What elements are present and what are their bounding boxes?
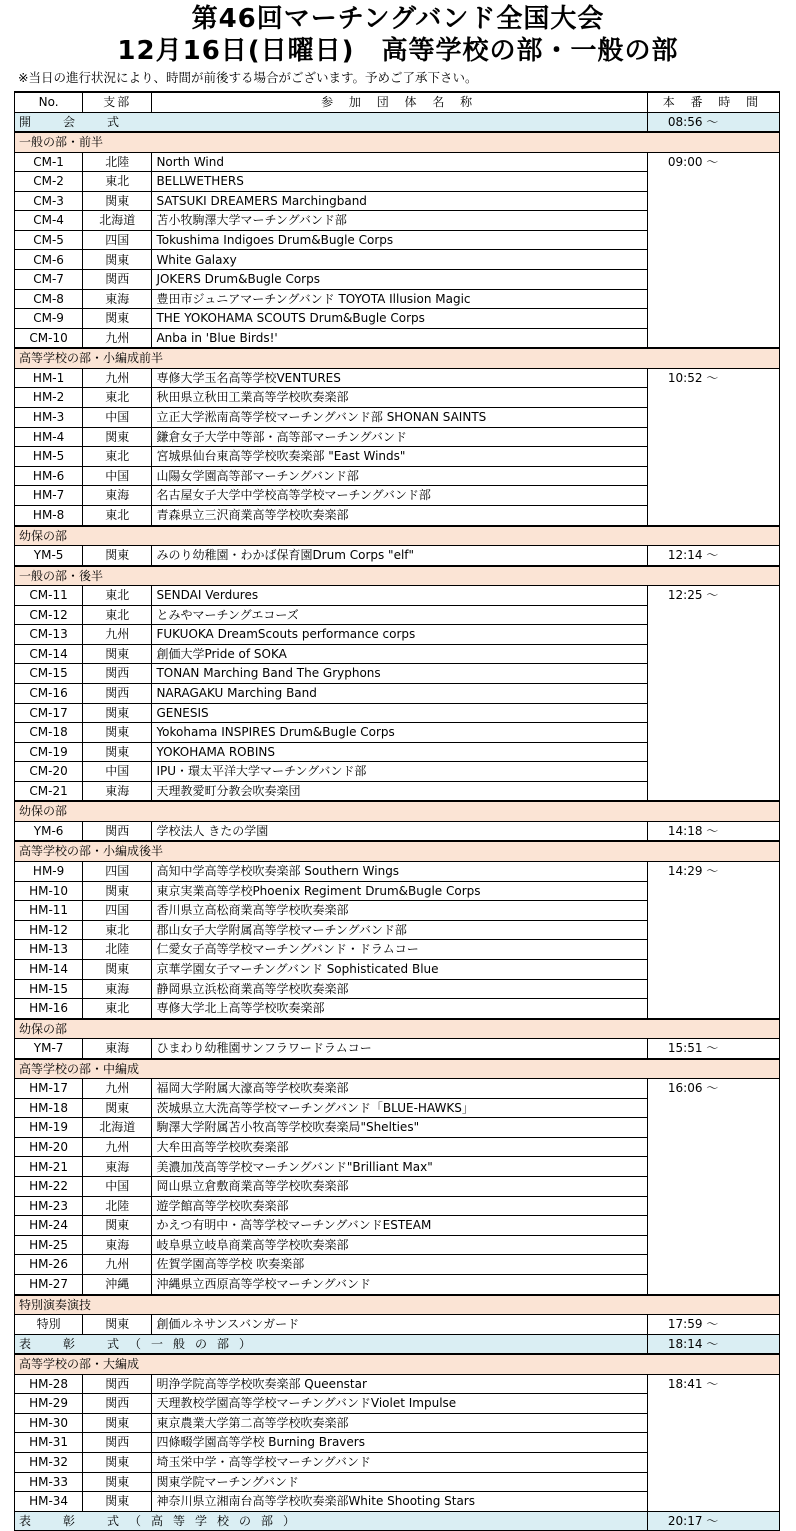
entry-no: CM-1 bbox=[15, 152, 83, 172]
section-label: 高等学校の部・小編成前半 bbox=[15, 348, 780, 368]
entry-no: HM-14 bbox=[15, 959, 83, 979]
section-header-row bbox=[15, 526, 780, 546]
entry-branch: 東北 bbox=[83, 388, 152, 408]
entry-name: とみやマーチングエコーズ bbox=[152, 605, 647, 625]
entry-no: HM-3 bbox=[15, 408, 83, 428]
entry-name: 高知中学高等学校吹奏楽部 Southern Wings bbox=[152, 861, 647, 881]
entry-name: White Galaxy bbox=[152, 250, 647, 270]
entry-branch: 関東 bbox=[83, 742, 152, 762]
entry-name: 岐阜県立岐阜商業高等学校吹奏楽部 bbox=[152, 1235, 647, 1255]
entry-branch: 北陸 bbox=[83, 940, 152, 960]
section-label: 幼保の部 bbox=[15, 1019, 780, 1039]
entry-branch: 東海 bbox=[83, 1235, 152, 1255]
entry-branch: 中国 bbox=[83, 466, 152, 486]
entry-branch: 東北 bbox=[83, 920, 152, 940]
table-row bbox=[15, 861, 780, 881]
header-no: No. bbox=[15, 92, 83, 112]
entry-name: 創価大学Pride of SOKA bbox=[152, 644, 647, 664]
entry-branch: 関東 bbox=[83, 644, 152, 664]
entry-no: HM-24 bbox=[15, 1216, 83, 1236]
entry-no: HM-18 bbox=[15, 1098, 83, 1118]
entry-no: CM-7 bbox=[15, 270, 83, 290]
section-label: 高等学校の部・小編成後半 bbox=[15, 841, 780, 861]
entry-name: 鎌倉女子大学中等部・高等部マーチングバンド bbox=[152, 427, 647, 447]
section-label: 一般の部・前半 bbox=[15, 132, 780, 152]
entry-branch: 北海道 bbox=[83, 1118, 152, 1138]
entry-name: 沖縄県立西原高等学校マーチングバンド bbox=[152, 1275, 647, 1295]
entry-branch: 東北 bbox=[83, 447, 152, 467]
entry-time: 16:06 ～ bbox=[647, 1079, 779, 1295]
entry-name: 埼玉栄中学・高等学校マーチングバンド bbox=[152, 1453, 647, 1473]
entry-no: HM-5 bbox=[15, 447, 83, 467]
entry-branch: 関東 bbox=[83, 881, 152, 901]
entry-no: CM-19 bbox=[15, 742, 83, 762]
ceremony-label: 表 彰 式（一般の部） bbox=[15, 1334, 648, 1354]
entry-name: Yokohama INSPIRES Drum&Bugle Corps bbox=[152, 723, 647, 743]
entry-no: HM-16 bbox=[15, 999, 83, 1019]
entry-no: HM-31 bbox=[15, 1433, 83, 1453]
ceremony-row bbox=[15, 1334, 780, 1354]
ceremony-label: 表 彰 式（高等学校の部） bbox=[15, 1511, 648, 1531]
ceremony-row bbox=[15, 112, 780, 132]
entry-name: かえつ有明中・高等学校マーチングバンドESTEAM bbox=[152, 1216, 647, 1236]
entry-name: IPU・環太平洋大学マーチングバンド部 bbox=[152, 762, 647, 782]
entry-no: CM-11 bbox=[15, 586, 83, 606]
entry-name: JOKERS Drum&Bugle Corps bbox=[152, 270, 647, 290]
entry-no: HM-8 bbox=[15, 506, 83, 526]
entry-time: 12:14 ～ bbox=[647, 546, 779, 566]
entry-name: 遊学館高等学校吹奏楽部 bbox=[152, 1196, 647, 1216]
entry-no: HM-11 bbox=[15, 901, 83, 921]
entry-name: 苫小牧駒澤大学マーチングバンド部 bbox=[152, 211, 647, 231]
entry-branch: 東北 bbox=[83, 172, 152, 192]
entry-branch: 東北 bbox=[83, 586, 152, 606]
entry-name: THE YOKOHAMA SCOUTS Drum&Bugle Corps bbox=[152, 309, 647, 329]
page-title: 第46回マーチングバンド全国大会 bbox=[191, 4, 605, 34]
entry-name: 美濃加茂高等学校マーチングバンド"Brilliant Max" bbox=[152, 1157, 647, 1177]
entry-branch: 関東 bbox=[83, 723, 152, 743]
entry-branch: 九州 bbox=[83, 625, 152, 645]
entry-name: 静岡県立浜松商業高等学校吹奏楽部 bbox=[152, 979, 647, 999]
entry-no: CM-3 bbox=[15, 191, 83, 211]
entry-no: HM-34 bbox=[15, 1492, 83, 1512]
entry-name: GENESIS bbox=[152, 703, 647, 723]
entry-name: 駒澤大学附属苫小牧高等学校吹奏楽局"Shelties" bbox=[152, 1118, 647, 1138]
entry-no: CM-16 bbox=[15, 683, 83, 703]
entry-branch: 中国 bbox=[83, 1177, 152, 1197]
section-label: 幼保の部 bbox=[15, 526, 780, 546]
entry-no: CM-6 bbox=[15, 250, 83, 270]
entry-name: FUKUOKA DreamScouts performance corps bbox=[152, 625, 647, 645]
header-name: 参 加 団 体 名 称 bbox=[152, 92, 647, 112]
entry-name: 学校法人 きたの学園 bbox=[152, 821, 647, 841]
entry-branch: 関西 bbox=[83, 270, 152, 290]
header-branch: 支部 bbox=[83, 92, 152, 112]
table-row bbox=[15, 546, 780, 566]
entry-no: CM-17 bbox=[15, 703, 83, 723]
entry-branch: 関西 bbox=[83, 821, 152, 841]
entry-name: 東京実業高等学校Phoenix Regiment Drum&Bugle Corps bbox=[152, 881, 647, 901]
section-label: 高等学校の部・中編成 bbox=[15, 1059, 780, 1079]
entry-no: CM-10 bbox=[15, 328, 83, 348]
entry-branch: 関東 bbox=[83, 546, 152, 566]
entry-no: HM-20 bbox=[15, 1137, 83, 1157]
entry-branch: 東海 bbox=[83, 979, 152, 999]
section-label: 幼保の部 bbox=[15, 801, 780, 821]
entry-name: 天理教愛町分教会吹奏楽団 bbox=[152, 781, 647, 801]
entry-name: 創価ルネサンスバンガード bbox=[152, 1315, 647, 1335]
entry-no: CM-20 bbox=[15, 762, 83, 782]
section-header-row bbox=[15, 841, 780, 861]
entry-branch: 東北 bbox=[83, 605, 152, 625]
entry-no: HM-26 bbox=[15, 1255, 83, 1275]
entry-name: 青森県立三沢商業高等学校吹奏楽部 bbox=[152, 506, 647, 526]
entry-name: 神奈川県立湘南台高等学校吹奏楽部White Shooting Stars bbox=[152, 1492, 647, 1512]
header-time: 本 番 時 間 bbox=[647, 92, 779, 112]
entry-name: 天理教校学園高等学校マーチングバンドViolet Impulse bbox=[152, 1394, 647, 1414]
entry-branch: 北陸 bbox=[83, 1196, 152, 1216]
entry-name: 大牟田高等学校吹奏楽部 bbox=[152, 1137, 647, 1157]
entry-branch: 東北 bbox=[83, 999, 152, 1019]
entry-branch: 関東 bbox=[83, 250, 152, 270]
entry-branch: 関西 bbox=[83, 1394, 152, 1414]
entry-branch: 東海 bbox=[83, 486, 152, 506]
entry-no: HM-12 bbox=[15, 920, 83, 940]
entry-no: CM-13 bbox=[15, 625, 83, 645]
entry-no: CM-14 bbox=[15, 644, 83, 664]
entry-no: CM-9 bbox=[15, 309, 83, 329]
entry-name: 豊田市ジュニアマーチングバンド TOYOTA Illusion Magic bbox=[152, 289, 647, 309]
entry-no: HM-10 bbox=[15, 881, 83, 901]
ceremony-row bbox=[15, 1511, 780, 1531]
entry-branch: 九州 bbox=[83, 1137, 152, 1157]
entry-name: 宮城県仙台東高等学校吹奏楽部 "East Winds" bbox=[152, 447, 647, 467]
entry-no: CM-5 bbox=[15, 230, 83, 250]
entry-no: HM-19 bbox=[15, 1118, 83, 1138]
page-subtitle: 12月16日(日曜日) 高等学校の部・一般の部 bbox=[117, 36, 679, 66]
entry-branch: 東北 bbox=[83, 506, 152, 526]
entry-name: 福岡大学附属大濠高等学校吹奏楽部 bbox=[152, 1079, 647, 1099]
entry-branch: 関東 bbox=[83, 703, 152, 723]
table-row bbox=[15, 1315, 780, 1335]
schedule-body bbox=[15, 112, 780, 1531]
entry-name: 京華学園女子マーチングバンド Sophisticated Blue bbox=[152, 959, 647, 979]
entry-no: HM-23 bbox=[15, 1196, 83, 1216]
entry-name: ひまわり幼稚園サンフラワードラムコー bbox=[152, 1039, 647, 1059]
entry-name: 四條畷学園高等学校 Burning Bravers bbox=[152, 1433, 647, 1453]
entry-name: 山陽女学園高等部マーチングバンド部 bbox=[152, 466, 647, 486]
entry-no: HM-29 bbox=[15, 1394, 83, 1414]
entry-no: HM-17 bbox=[15, 1079, 83, 1099]
entry-no: CM-4 bbox=[15, 211, 83, 231]
entry-no: HM-22 bbox=[15, 1177, 83, 1197]
table-row bbox=[15, 368, 780, 388]
entry-no: HM-4 bbox=[15, 427, 83, 447]
entry-name: North Wind bbox=[152, 152, 647, 172]
entry-no: HM-33 bbox=[15, 1472, 83, 1492]
entry-name: 秋田県立秋田工業高等学校吹奏楽部 bbox=[152, 388, 647, 408]
entry-no: CM-21 bbox=[15, 781, 83, 801]
section-header-row bbox=[15, 1059, 780, 1079]
entry-branch: 関西 bbox=[83, 664, 152, 684]
section-header-row bbox=[15, 348, 780, 368]
entry-branch: 四国 bbox=[83, 901, 152, 921]
section-header-row bbox=[15, 132, 780, 152]
section-label: 高等学校の部・大編成 bbox=[15, 1354, 780, 1374]
section-header-row bbox=[15, 801, 780, 821]
ceremony-time: 18:14 ～ bbox=[647, 1334, 779, 1354]
entry-no: CM-18 bbox=[15, 723, 83, 743]
entry-branch: 関東 bbox=[83, 1315, 152, 1335]
entry-branch: 関東 bbox=[83, 309, 152, 329]
entry-branch: 東海 bbox=[83, 289, 152, 309]
entry-name: 専修大学玉名高等学校VENTURES bbox=[152, 368, 647, 388]
entry-branch: 四国 bbox=[83, 230, 152, 250]
entry-name: 東京農業大学第二高等学校吹奏楽部 bbox=[152, 1413, 647, 1433]
section-header-row bbox=[15, 1295, 780, 1315]
entry-name: 立正大学淞南高等学校マーチングバンド部 SHONAN SAINTS bbox=[152, 408, 647, 428]
entry-branch: 関東 bbox=[83, 1216, 152, 1236]
entry-name: NARAGAKU Marching Band bbox=[152, 683, 647, 703]
entry-name: 仁愛女子高等学校マーチングバンド・ドラムコー bbox=[152, 940, 647, 960]
entry-branch: 関東 bbox=[83, 1492, 152, 1512]
header-row bbox=[15, 92, 780, 112]
section-label: 一般の部・後半 bbox=[15, 566, 780, 586]
entry-name: BELLWETHERS bbox=[152, 172, 647, 192]
entry-time: 09:00 ～ bbox=[647, 152, 779, 348]
entry-name: 佐賀学園高等学校 吹奏楽部 bbox=[152, 1255, 647, 1275]
entry-no: YM-6 bbox=[15, 821, 83, 841]
entry-branch: 関西 bbox=[83, 1374, 152, 1394]
ceremony-time: 20:17 ～ bbox=[647, 1511, 779, 1531]
entry-branch: 中国 bbox=[83, 762, 152, 782]
entry-branch: 関東 bbox=[83, 1413, 152, 1433]
entry-no: HM-28 bbox=[15, 1374, 83, 1394]
schedule-table bbox=[14, 91, 780, 1531]
entry-no: HM-32 bbox=[15, 1453, 83, 1473]
ceremony-time: 08:56 ～ bbox=[647, 112, 779, 132]
entry-name: 香川県立高松商業高等学校吹奏楽部 bbox=[152, 901, 647, 921]
entry-time: 14:29 ～ bbox=[647, 861, 779, 1018]
entry-branch: 関東 bbox=[83, 959, 152, 979]
schedule-note: ※当日の進行状況により、時間が前後する場合がございます。予めご了承下さい。 bbox=[18, 70, 478, 85]
section-label: 特別演奏演技 bbox=[15, 1295, 780, 1315]
entry-no: HM-7 bbox=[15, 486, 83, 506]
entry-name: 岡山県立倉敷商業高等学校吹奏楽部 bbox=[152, 1177, 647, 1197]
ceremony-label: 開 会 式 bbox=[15, 112, 648, 132]
entry-branch: 北海道 bbox=[83, 211, 152, 231]
entry-name: 明浄学院高等学校吹奏楽部 Queenstar bbox=[152, 1374, 647, 1394]
entry-branch: 関東 bbox=[83, 1453, 152, 1473]
entry-no: HM-1 bbox=[15, 368, 83, 388]
entry-name: 郡山女子大学附属高等学校マーチングバンド部 bbox=[152, 920, 647, 940]
section-header-row bbox=[15, 1354, 780, 1374]
entry-no: YM-5 bbox=[15, 546, 83, 566]
entry-branch: 沖縄 bbox=[83, 1275, 152, 1295]
table-row bbox=[15, 586, 780, 606]
entry-name: 専修大学北上高等学校吹奏楽部 bbox=[152, 999, 647, 1019]
entry-no: CM-2 bbox=[15, 172, 83, 192]
section-header-row bbox=[15, 566, 780, 586]
entry-time: 15:51 ～ bbox=[647, 1039, 779, 1059]
entry-name: Tokushima Indigoes Drum&Bugle Corps bbox=[152, 230, 647, 250]
table-row bbox=[15, 1079, 780, 1099]
entry-no: HM-9 bbox=[15, 861, 83, 881]
entry-branch: 九州 bbox=[83, 368, 152, 388]
entry-name: YOKOHAMA ROBINS bbox=[152, 742, 647, 762]
entry-no: HM-2 bbox=[15, 388, 83, 408]
entry-no: YM-7 bbox=[15, 1039, 83, 1059]
entry-branch: 北陸 bbox=[83, 152, 152, 172]
entry-name: 関東学院マーチングバンド bbox=[152, 1472, 647, 1492]
entry-branch: 九州 bbox=[83, 328, 152, 348]
table-row bbox=[15, 1374, 780, 1394]
entry-name: 茨城県立大洗高等学校マーチングバンド「BLUE-HAWKS」 bbox=[152, 1098, 647, 1118]
entry-name: Anba in 'Blue Birds!' bbox=[152, 328, 647, 348]
entry-time: 14:18 ～ bbox=[647, 821, 779, 841]
table-row bbox=[15, 152, 780, 172]
entry-no: HM-27 bbox=[15, 1275, 83, 1295]
entry-branch: 九州 bbox=[83, 1255, 152, 1275]
entry-no: HM-13 bbox=[15, 940, 83, 960]
entry-time: 12:25 ～ bbox=[647, 586, 779, 802]
entry-no: HM-25 bbox=[15, 1235, 83, 1255]
entry-no: HM-21 bbox=[15, 1157, 83, 1177]
entry-name: みのり幼稚園・わかば保育園Drum Corps "elf" bbox=[152, 546, 647, 566]
entry-branch: 四国 bbox=[83, 861, 152, 881]
entry-no: CM-15 bbox=[15, 664, 83, 684]
entry-name: SENDAI Verdures bbox=[152, 586, 647, 606]
entry-branch: 関東 bbox=[83, 427, 152, 447]
entry-branch: 東海 bbox=[83, 781, 152, 801]
entry-no: HM-6 bbox=[15, 466, 83, 486]
entry-branch: 関東 bbox=[83, 191, 152, 211]
entry-name: 名古屋女子大学中学校高等学校マーチングバンド部 bbox=[152, 486, 647, 506]
entry-branch: 関西 bbox=[83, 1433, 152, 1453]
entry-branch: 九州 bbox=[83, 1079, 152, 1099]
entry-no: CM-8 bbox=[15, 289, 83, 309]
entry-no: HM-15 bbox=[15, 979, 83, 999]
table-row bbox=[15, 821, 780, 841]
entry-branch: 関西 bbox=[83, 683, 152, 703]
table-row bbox=[15, 1039, 780, 1059]
entry-branch: 関東 bbox=[83, 1098, 152, 1118]
entry-branch: 関東 bbox=[83, 1472, 152, 1492]
section-header-row bbox=[15, 1019, 780, 1039]
entry-time: 10:52 ～ bbox=[647, 368, 779, 525]
entry-no: HM-30 bbox=[15, 1413, 83, 1433]
entry-branch: 東海 bbox=[83, 1039, 152, 1059]
entry-no: 特別 bbox=[15, 1315, 83, 1335]
entry-no: CM-12 bbox=[15, 605, 83, 625]
entry-name: SATSUKI DREAMERS Marchingband bbox=[152, 191, 647, 211]
entry-name: TONAN Marching Band The Gryphons bbox=[152, 664, 647, 684]
entry-time: 17:59 ～ bbox=[647, 1315, 779, 1335]
entry-time: 18:41 ～ bbox=[647, 1374, 779, 1511]
entry-branch: 中国 bbox=[83, 408, 152, 428]
entry-branch: 東海 bbox=[83, 1157, 152, 1177]
